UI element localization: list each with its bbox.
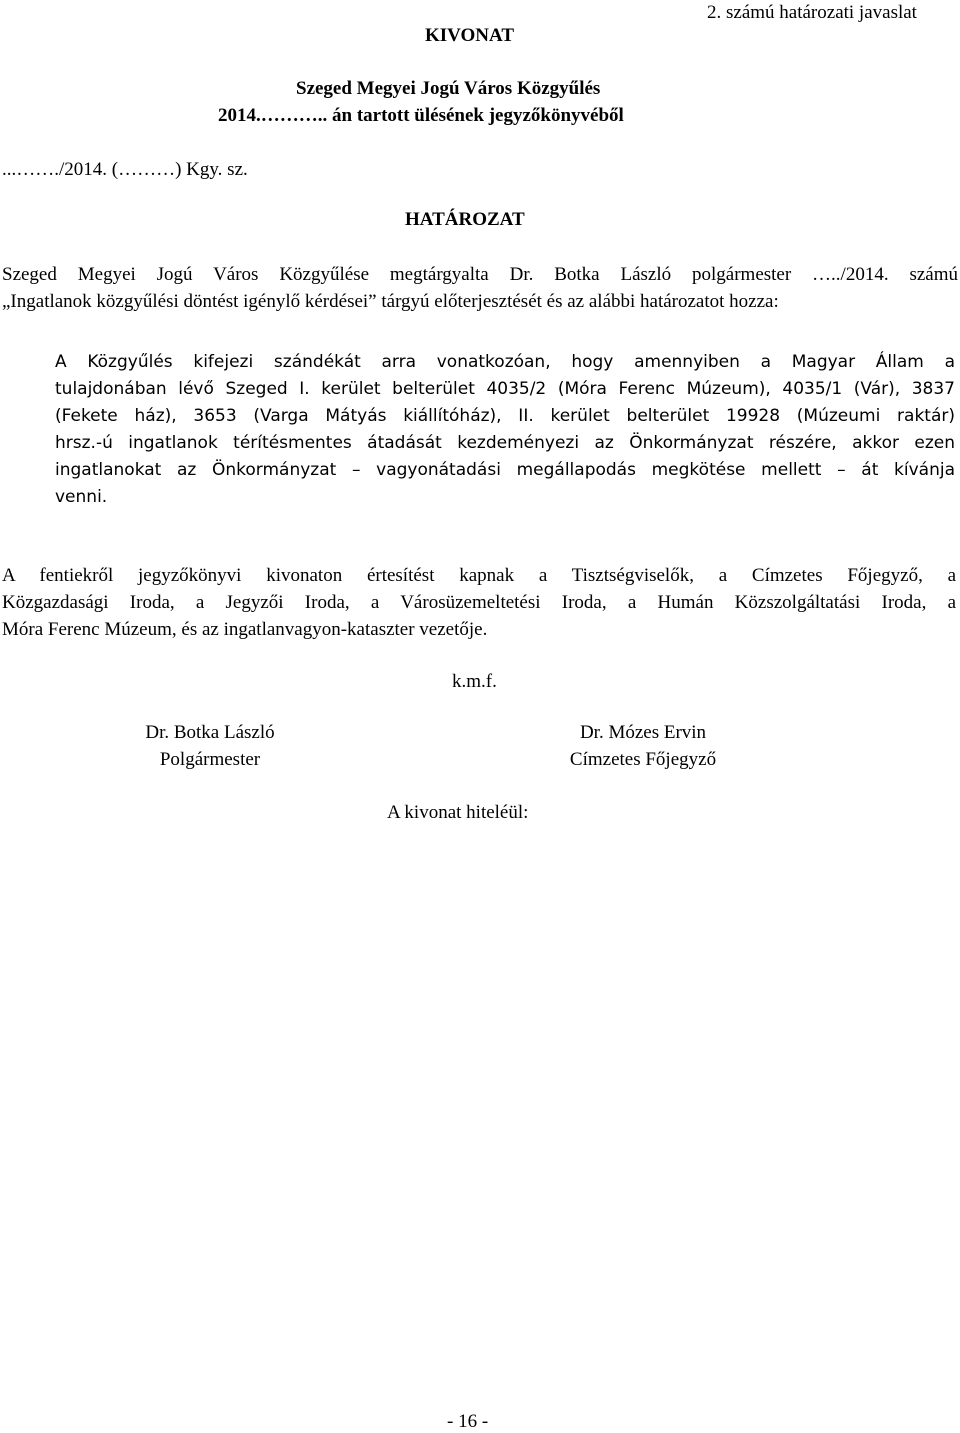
certification-label: A kivonat hiteléül: xyxy=(387,802,529,823)
mayor-title: Polgármester xyxy=(159,749,261,770)
intro-line-2: „Ingatlanok közgyűlési döntést igénylő kérdései” tárgyú előterjesztését és az alábbi határozatot hozza: xyxy=(2,291,779,312)
decision-paragraph xyxy=(55,349,955,511)
session-line: 2014.……….. án tartott ülésének jegyzőkönyvéből xyxy=(218,105,624,126)
intro-paragraph xyxy=(2,261,958,315)
decision-line: (Fekete ház), 3653 (Varga Mátyás kiállítóház), II. kerület belterület 19928 (Múzeumi raktár) xyxy=(55,406,955,426)
decision-line: hrsz.-ú ingatlanok térítésmentes átadását kezdeményezi az Önkormányzat részére, akkor ezen xyxy=(55,433,955,453)
decision-line: ingatlanokat az Önkormányzat – vagyonátadási megállapodás megkötése mellett – át kívánja xyxy=(55,460,955,480)
notification-line: A fentiekről jegyzőkönyvi kivonaton értesítést kapnak a Tisztségviselők, a Címzetes Főjegyző, a xyxy=(2,565,956,586)
document-type-heading: KIVONAT xyxy=(425,25,514,46)
notary-title: Címzetes Főjegyző xyxy=(569,749,717,770)
notary-name: Dr. Mózes Ervin xyxy=(579,722,707,743)
resolution-reference: ...……./2014. (………) Kgy. sz. xyxy=(2,159,248,180)
decision-line: A Közgyűlés kifejezi szándékát arra vonatkozóan, hogy amennyiben a Magyar Állam a xyxy=(55,352,955,372)
proposal-number: 2. számú határozati javaslat xyxy=(707,2,917,23)
page-number: - 16 - xyxy=(447,1411,489,1432)
decision-line: venni. xyxy=(55,487,108,507)
resolution-heading: HATÁROZAT xyxy=(405,209,525,230)
assembly-name: Szeged Megyei Jogú Város Közgyűlés xyxy=(296,78,601,99)
intro-line-1: Szeged Megyei Jogú Város Közgyűlése megtárgyalta Dr. Botka László polgármester …../2014. számú xyxy=(2,264,958,285)
decision-line: tulajdonában lévő Szeged I. kerület belterület 4035/2 (Móra Ferenc Múzeum), 4035/1 (Vár), 3837 xyxy=(55,379,955,399)
kmf-mark: k.m.f. xyxy=(452,671,497,692)
mayor-name: Dr. Botka László xyxy=(145,722,275,743)
notification-line: Móra Ferenc Múzeum, és az ingatlanvagyon-kataszter vezetője. xyxy=(2,619,488,640)
notification-paragraph xyxy=(2,562,956,643)
notification-line: Közgazdasági Iroda, a Jegyzői Iroda, a Városüzemeltetési Iroda, a Humán Közszolgáltatási Iroda, a xyxy=(2,592,956,613)
